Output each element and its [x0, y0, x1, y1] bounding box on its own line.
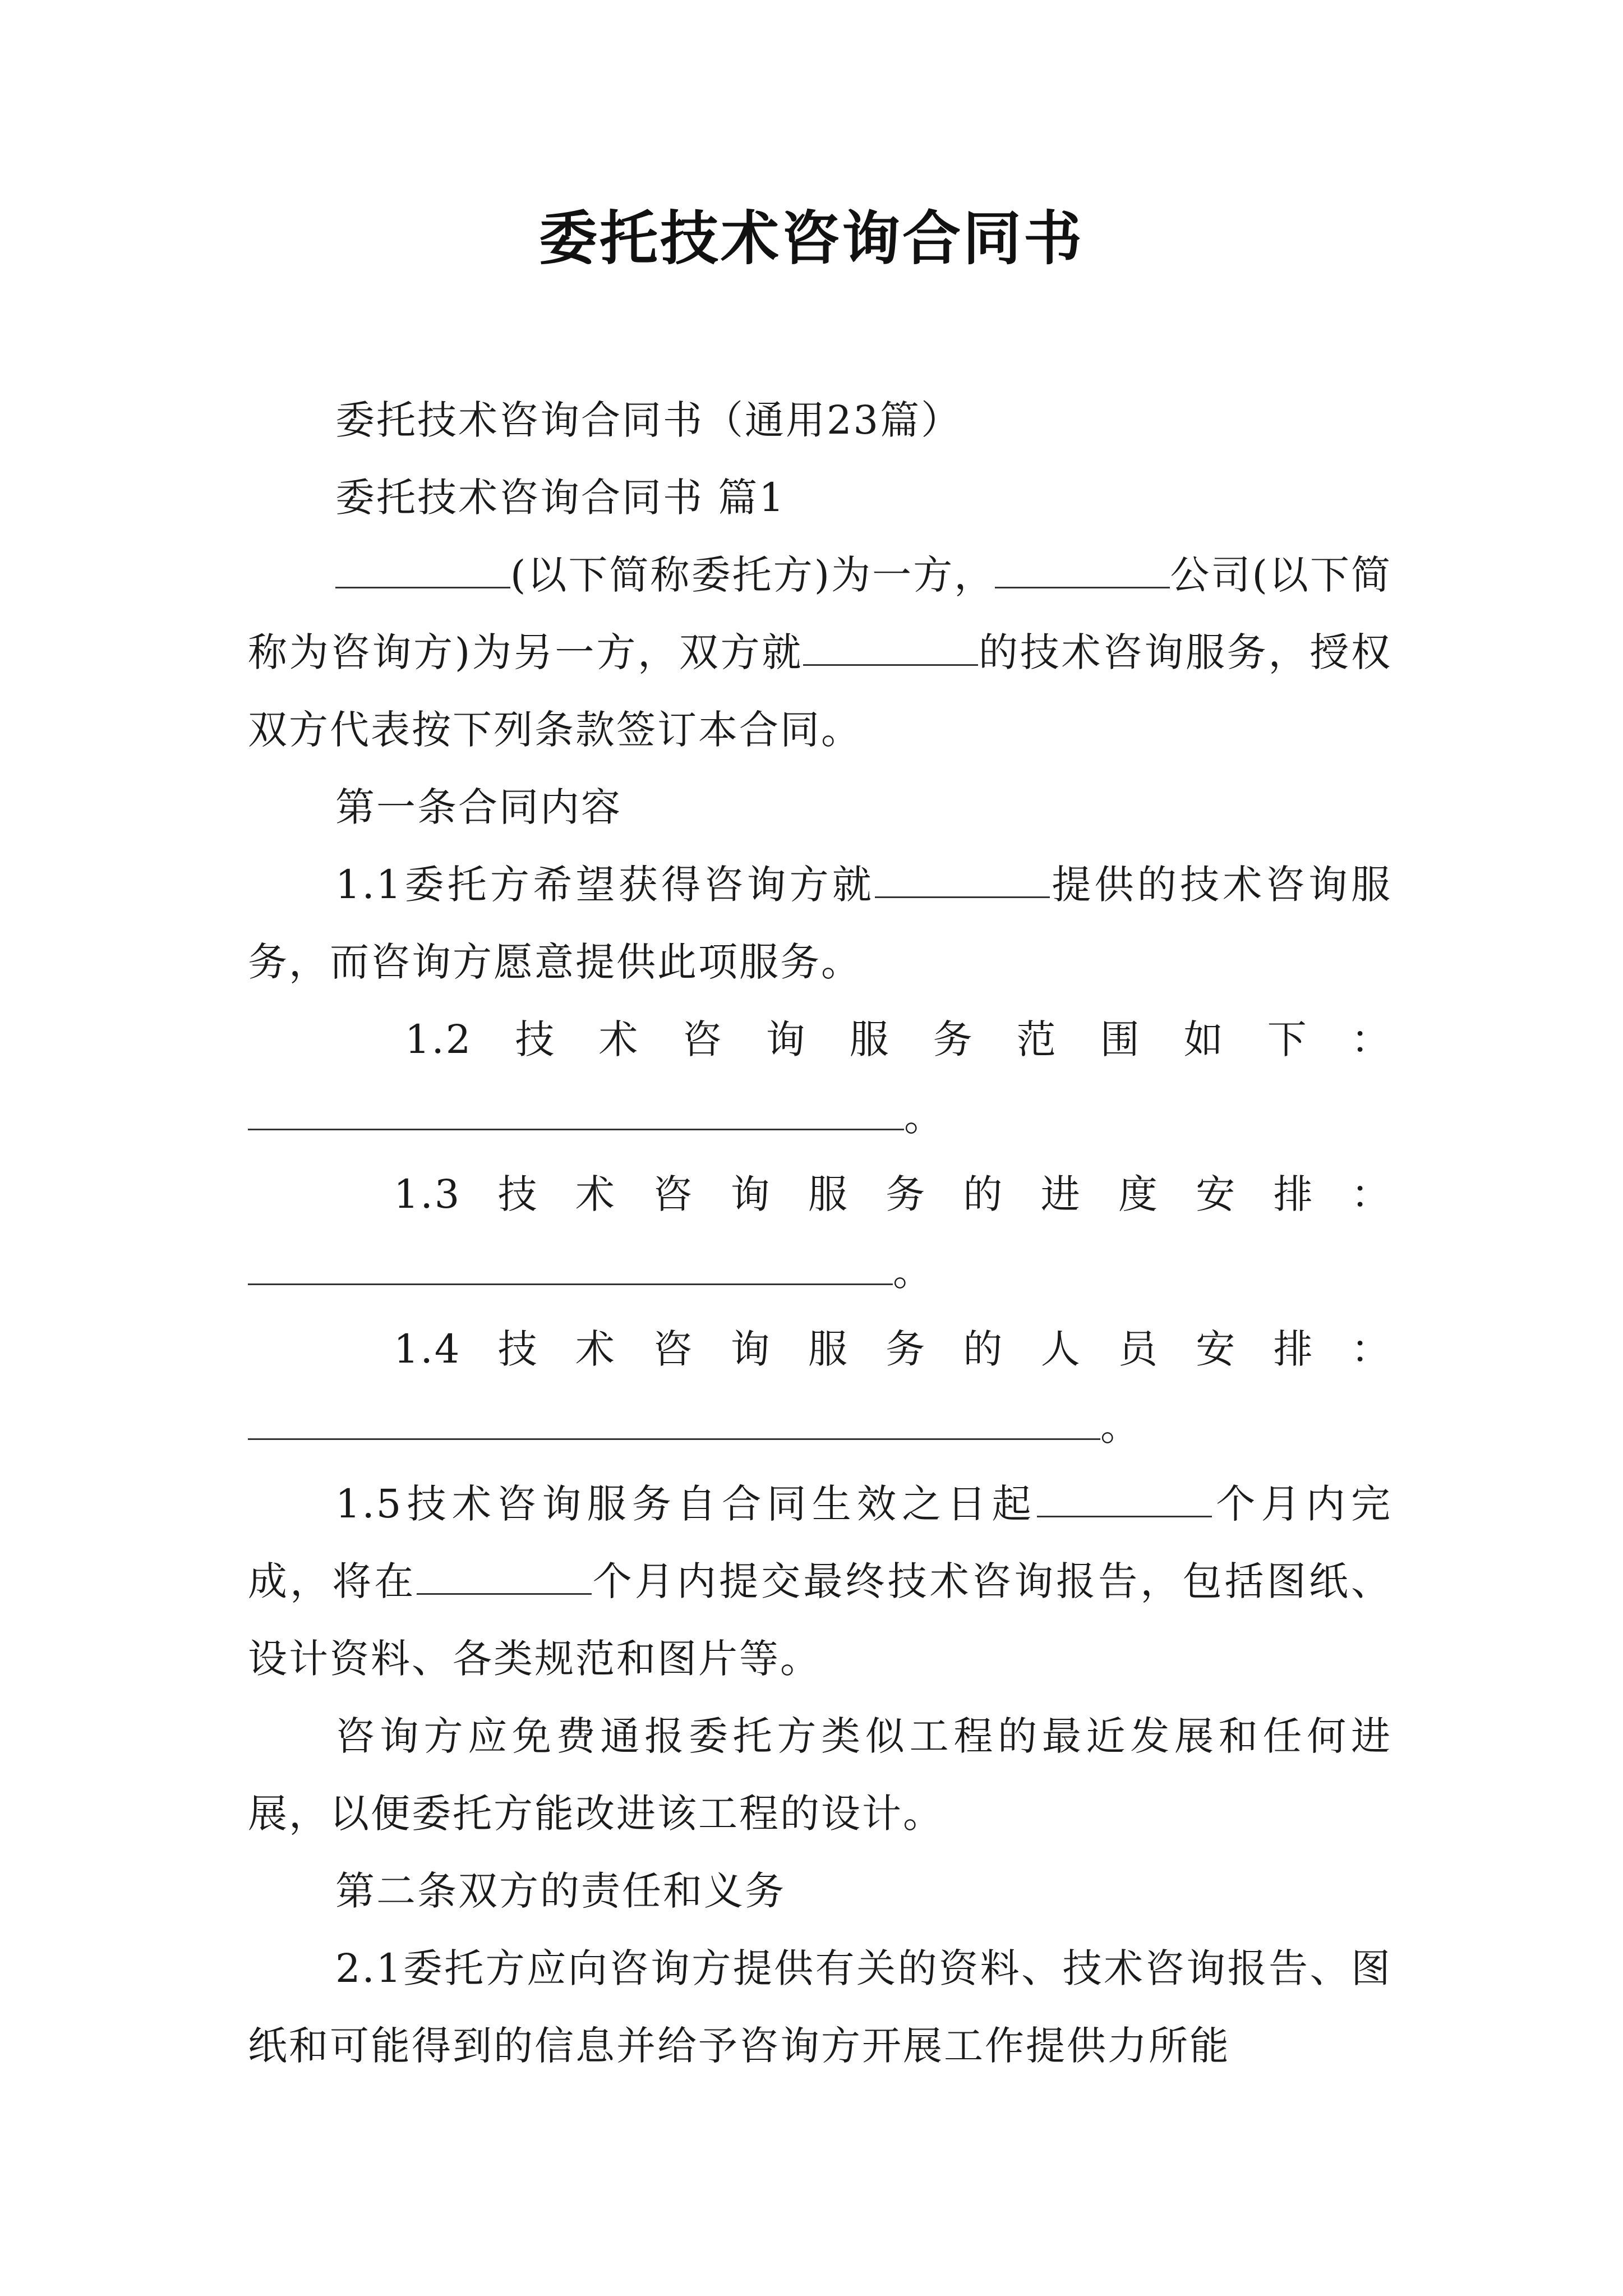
clause-2-1: 2.1委托方应向咨询方提供有关的资料、技术咨询报告、图纸和可能得到的信息并给予咨询方开展工作提供力所能	[248, 1945, 1392, 2069]
notify-paragraph: 咨询方应免费通报委托方类似工程的最近发展和任何进展，以便委托方能改进该工程的设计。	[248, 1713, 1392, 1837]
clause-1-5-text-2: 个月内完成，将在	[248, 1481, 1392, 1604]
clause-1-4-char: 术	[575, 1326, 616, 1372]
clause-1-3-char: 服	[808, 1171, 849, 1217]
clause-1-2-heading	[248, 1001, 1392, 1078]
document-title: 委托技术咨询合同书	[538, 204, 1084, 273]
clause-1-4-char: 员	[1118, 1326, 1159, 1372]
blank-line	[248, 1093, 904, 1130]
clause-1-4-char: 的	[963, 1326, 1004, 1372]
clause-1-4-char: 1.4	[394, 1326, 462, 1372]
blank-line	[248, 1402, 1100, 1440]
clause-1-4-char: 人	[1040, 1326, 1082, 1372]
clause-1-2-char: 务	[933, 1016, 974, 1062]
clause-1-3-char: 安	[1196, 1171, 1237, 1217]
blank-line	[803, 628, 978, 666]
clause-1-4-char: 安	[1196, 1326, 1237, 1372]
clause-1-1-text-1: 1.1委托方希望获得咨询方就	[335, 862, 875, 908]
blank-line	[417, 1557, 592, 1595]
clause-1-4-char: 服	[808, 1326, 849, 1372]
clause-1-3-char: 术	[575, 1171, 616, 1217]
clause-1-1	[248, 846, 1392, 1001]
clause-1-3-heading	[248, 1156, 1392, 1233]
clause-1-2-char: 围	[1100, 1016, 1141, 1062]
blank-line	[875, 861, 1050, 898]
clause-1-3-char: ：	[1350, 1171, 1392, 1217]
clause-1-2-char: ：	[1350, 1016, 1392, 1062]
clause-1-2-char: 询	[766, 1016, 807, 1062]
clause-1-2-char: 咨	[682, 1016, 723, 1062]
subtitle: 委托技术咨询合同书（通用23篇）	[335, 397, 962, 443]
clause-1-3-char: 的	[963, 1171, 1004, 1217]
blank-line	[248, 1248, 893, 1285]
document-body	[248, 381, 1392, 2085]
clause-1-5-text-1: 1.5技术咨询服务自合同生效之日起	[335, 1481, 1038, 1527]
clause-1-4-char: ：	[1350, 1326, 1392, 1372]
clause-1-2-char: 术	[598, 1016, 640, 1062]
clause-1-4-line	[248, 1388, 1392, 1465]
clause-1-4-char: 排	[1273, 1326, 1315, 1372]
clause-1-3-char: 务	[886, 1171, 927, 1217]
clause-1-3-char: 技	[497, 1171, 539, 1217]
intro-text-3: 的技术咨询服务，授权双方代表按下列条款签订本合同。	[248, 629, 1393, 753]
clause-1-2-char: 下	[1267, 1016, 1308, 1062]
clause-1-4-char: 技	[497, 1326, 539, 1372]
blank-line	[1037, 1480, 1212, 1517]
section-heading: 委托技术咨询合同书 篇1	[335, 475, 786, 521]
clause-1-2-line	[248, 1078, 1392, 1156]
clause-1-2-char: 1.2	[405, 1016, 473, 1062]
clause-1-2-char: 如	[1183, 1016, 1225, 1062]
clause-1-3-char: 度	[1118, 1171, 1159, 1217]
blank-line	[995, 551, 1170, 588]
intro-paragraph	[248, 536, 1392, 769]
clause-1-4-heading	[248, 1310, 1392, 1388]
clause-1-5	[248, 1465, 1392, 1697]
article-1-title: 第一条合同内容	[335, 784, 622, 830]
article-2-title: 第二条双方的责任和义务	[335, 1868, 786, 1914]
clause-1-4-char: 询	[730, 1326, 772, 1372]
clause-1-1-text-2: 提供的技术咨询服务，而咨询方愿意提供此项服务。	[248, 862, 1393, 985]
intro-text-1: (以下简称委托方)为一方，	[510, 552, 995, 598]
intro-text-2: 公司(以下简称为咨询方)为另一方，双方就	[248, 552, 1393, 675]
clause-1-2-char: 服	[849, 1016, 891, 1062]
clause-1-2-char: 范	[1016, 1016, 1058, 1062]
clause-1-3-char: 咨	[653, 1171, 694, 1217]
clause-1-3-end: 。	[893, 1249, 934, 1295]
clause-1-3-char: 1.3	[394, 1171, 462, 1217]
clause-1-4-char: 务	[886, 1326, 927, 1372]
clause-1-2-end: 。	[904, 1094, 945, 1140]
clause-1-3-char: 进	[1040, 1171, 1082, 1217]
clause-1-4-end: 。	[1100, 1404, 1141, 1450]
clause-1-4-char: 咨	[653, 1326, 694, 1372]
blank-line	[335, 551, 510, 588]
clause-1-3-char: 询	[730, 1171, 772, 1217]
clause-1-3-char: 排	[1273, 1171, 1315, 1217]
clause-1-3-line	[248, 1233, 1392, 1310]
clause-1-2-char: 技	[515, 1016, 556, 1062]
clause-1-5-text-3: 个月内提交最终技术咨询报告，包括图纸、设计资料、各类规范和图片等。	[248, 1558, 1393, 1682]
